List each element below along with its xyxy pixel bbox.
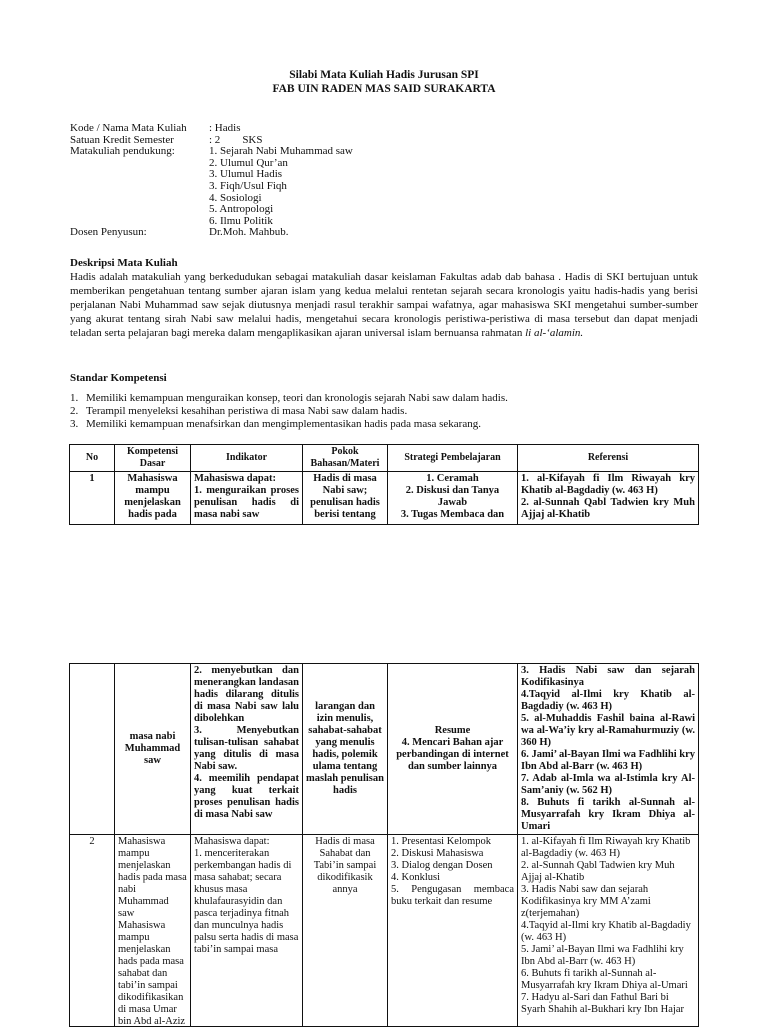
pendukung-label: Matakuliah pendukung: — [70, 145, 175, 158]
cell-referensi: 1. al-Kifayah fi Ilm Riwayah kry Khatib al-Bagdadiy (w. 463 H) 2. al-Sunnah Qabl Tadwien kry Muh Ajjaj al-Khatib 3. Hadis Nabi saw dan sejarah Kodifikasinya kry MM A’zami z(terjemahan) 4.Taqyid al-Ilmi kry Khatib al-Bagdadiy (w. 463 H) 5. Jami’ al-Bayan Ilmi wa Fadhlihi kry Ibn Abd al-Barr (w. 463 H) 6. Buhuts fi tarikh al-Sunnah al-Musyarrafah kry Ikram Dhiya al-Umari 7. Hadyu al-Sari dan Fathul Bari bi Syarh Shahih al-Bukhari kry Ibn Hajar — [518, 835, 699, 1027]
header-pokok: Pokok Bahasan/Materi — [303, 445, 388, 472]
cell-kompetensi: Mahasiswa mampu menjelaskan hadis pada — [115, 472, 191, 525]
kode-value: : Hadis — [209, 122, 241, 134]
course-info — [70, 123, 710, 239]
header-kompetensi: Kompetensi Dasar — [115, 445, 191, 472]
header-no: No — [70, 445, 115, 472]
list-item: 2. Terampil menyeleksi kesahihan peristiwa di masa Nabi saw dalam hadis. — [70, 405, 408, 417]
sks-label: Satuan Kredit Semester — [70, 133, 174, 146]
pendukung-item: 3. Fiqh/Usul Fiqh — [209, 179, 287, 192]
silabus-table — [69, 444, 699, 525]
header-referensi: Referensi — [518, 445, 699, 472]
pendukung-item: 6. Ilmu Politik — [209, 214, 273, 227]
pendukung-item: 1. Sejarah Nabi Muhammad saw — [209, 145, 353, 158]
dosen-label: Dosen Penyusun: — [70, 226, 147, 239]
cell-pokok: Hadis di masa Nabi saw; penulisan hadis berisi tentang — [303, 472, 388, 525]
header-strategi: Strategi Pembelajaran — [388, 445, 518, 472]
cell-no: 1 — [70, 472, 115, 525]
cell-kompetensi: Mahasiswa mampu menjelaskan hadis pada masa nabi Muhammad saw Mahasiswa mampu menjelaskan hads pada masa sahabat dan tabi’in sampai dikodifikasikan di masa Umar bin Abd al-Aziz — [115, 835, 191, 1027]
dosen-value: Dr.Moh. Mahbub. — [209, 226, 289, 239]
deskripsi-italic: li al-‘alamin. — [525, 327, 584, 339]
cell-indikator: Mahasiswa dapat: 1. menceriterakan perkembangan hadis di masa sahabat; secara khusus masa khulafaurasyidin dan pasca terjadinya fitnah dan munculnya hadis palsu serta hadis di masa tabi’in sampai masa — [191, 835, 303, 1027]
header-indikator: Indikator — [191, 445, 303, 472]
silabus-table-continued — [69, 663, 699, 1027]
deskripsi-body — [70, 270, 698, 340]
table-row — [70, 835, 699, 1027]
cell-no — [70, 664, 115, 835]
pendukung-item: 5. Antropologi — [209, 203, 274, 216]
cell-pokok: larangan dan izin menulis, sahabat-sahabat yang menulis hadis, polemik ulama tentang maslah penulisan hadis — [303, 664, 388, 835]
standar-heading: Standar Kompetensi — [70, 372, 167, 384]
pendukung-item: 3. Ulumul Hadis — [209, 168, 283, 181]
cell-kompetensi: masa nabi Muhammad saw — [115, 664, 191, 835]
deskripsi-heading: Deskripsi Mata Kuliah — [70, 257, 178, 269]
document-subtitle: FAB UIN RADEN MAS SAID SURAKARTA — [272, 83, 496, 95]
info-row-kode — [70, 123, 710, 135]
cell-referensi: 1. al-Kifayah fi Ilm Riwayah kry Khatib al-Bagdadiy (w. 463 H) 2. al-Sunnah Qabl Tadwien kry Muh Ajjaj al-Khatib — [518, 472, 699, 525]
cell-pokok: Hadis di masa Sahabat dan Tabi’in sampai dikodifikasik annya — [303, 835, 388, 1027]
cell-indikator: 2. menyebutkan dan menerangkan landasan hadis dilarang ditulis di masa Nabi saw lalu dibolehkan 3. Menyebutkan tulisan-tulisan sahabat yang ditulis di masa Nabi saw. 4. meemilih pendapat yang kuat terkait proses penulisan hadis di masa Nabi saw — [191, 664, 303, 835]
cell-strategi: 1. Presentasi Kelompok 2. Diskusi Mahasiswa 3. Dialog dengan Dosen 4. Konklusi 5. Pengugasan membaca buku terkait dan resume — [388, 835, 518, 1027]
info-row-dosen — [70, 227, 710, 239]
deskripsi-text: Hadis adalah matakuliah yang berkedudukan sebagai matakuliah dasar keislaman Fakultas adab dab bahasa . Hadis di SKI bertujuan untuk memberikan pengetahuan tentang sumber ajaran islam yang kedua melalui rentetan sejarah secara kronologis yaitu hadis-hadis yang berisi perjalanan Nabi Muhammad saw sejak diutusnya menjadi rasul terakhir sampai wafatnya, agar mahasiswa SKI mengetahui sumber-sumber yang akurat tentang sirah Nabi saw melalui hadis, mengetahui secara kronologis peristiwa-peristiwa di masa tersebut dan dapat menjadi teladan serta pelajaran bagi mereka dalam mengaplikasikan ajaran universal islam bernuansa rahmatan — [70, 271, 698, 339]
sks-value: : 2 — [209, 133, 221, 146]
cell-no: 2 — [70, 835, 115, 1027]
cell-referensi: 3. Hadis Nabi saw dan sejarah Kodifikasinya 4.Taqyid al-Ilmi kry Khatib al-Bagdadiy (w. 463 H) 5. al-Muhaddis Fashil baina al-Rawi wa al-Wa’iy kry al-Ramahurmuziy (w. 360 H) 6. Jami’ al-Bayan Ilmi wa Fadhlihi kry Ibn Abd al-Barr (w. 463 H) 7. Adab al-Imla wa al-Istimla kry Al-Sam’aniy (w. 562 H) 8. Buhuts fi tarikh al-Sunnah al-Musyarrafah kry Ikram Dhiya al-Umari — [518, 664, 699, 835]
cell-strategi: 1. Ceramah 2. Diskusi dan Tanya Jawab 3. Tugas Membaca dan — [388, 472, 518, 525]
list-item: 3. Memiliki kemampuan menafsirkan dan mengimplementasikan hadis pada masa sekarang. — [70, 418, 481, 430]
cell-strategi: Resume 4. Mencari Bahan ajar perbandingan di internet dan sumber lainnya — [388, 664, 518, 835]
info-row-pendukung — [70, 146, 710, 227]
sks-unit: SKS — [242, 133, 263, 146]
table-row — [70, 664, 699, 835]
kode-label: Kode / Nama Mata Kuliah — [70, 122, 187, 134]
cell-indikator: Mahasiswa dapat: 1. menguraikan proses penulisan hadis di masa nabi saw — [191, 472, 303, 525]
pendukung-item: 4. Sosiologi — [209, 191, 262, 204]
standar-list — [70, 392, 700, 431]
table-row — [70, 472, 699, 525]
list-item: 1. Memiliki kemampuan menguraikan konsep, teori dan kronologis sejarah Nabi saw dalam hadis. — [70, 392, 508, 404]
pendukung-item: 2. Ulumul Qur’an — [209, 156, 288, 169]
document-title: Silabi Mata Kuliah Hadis Jurusan SPI — [289, 69, 479, 81]
